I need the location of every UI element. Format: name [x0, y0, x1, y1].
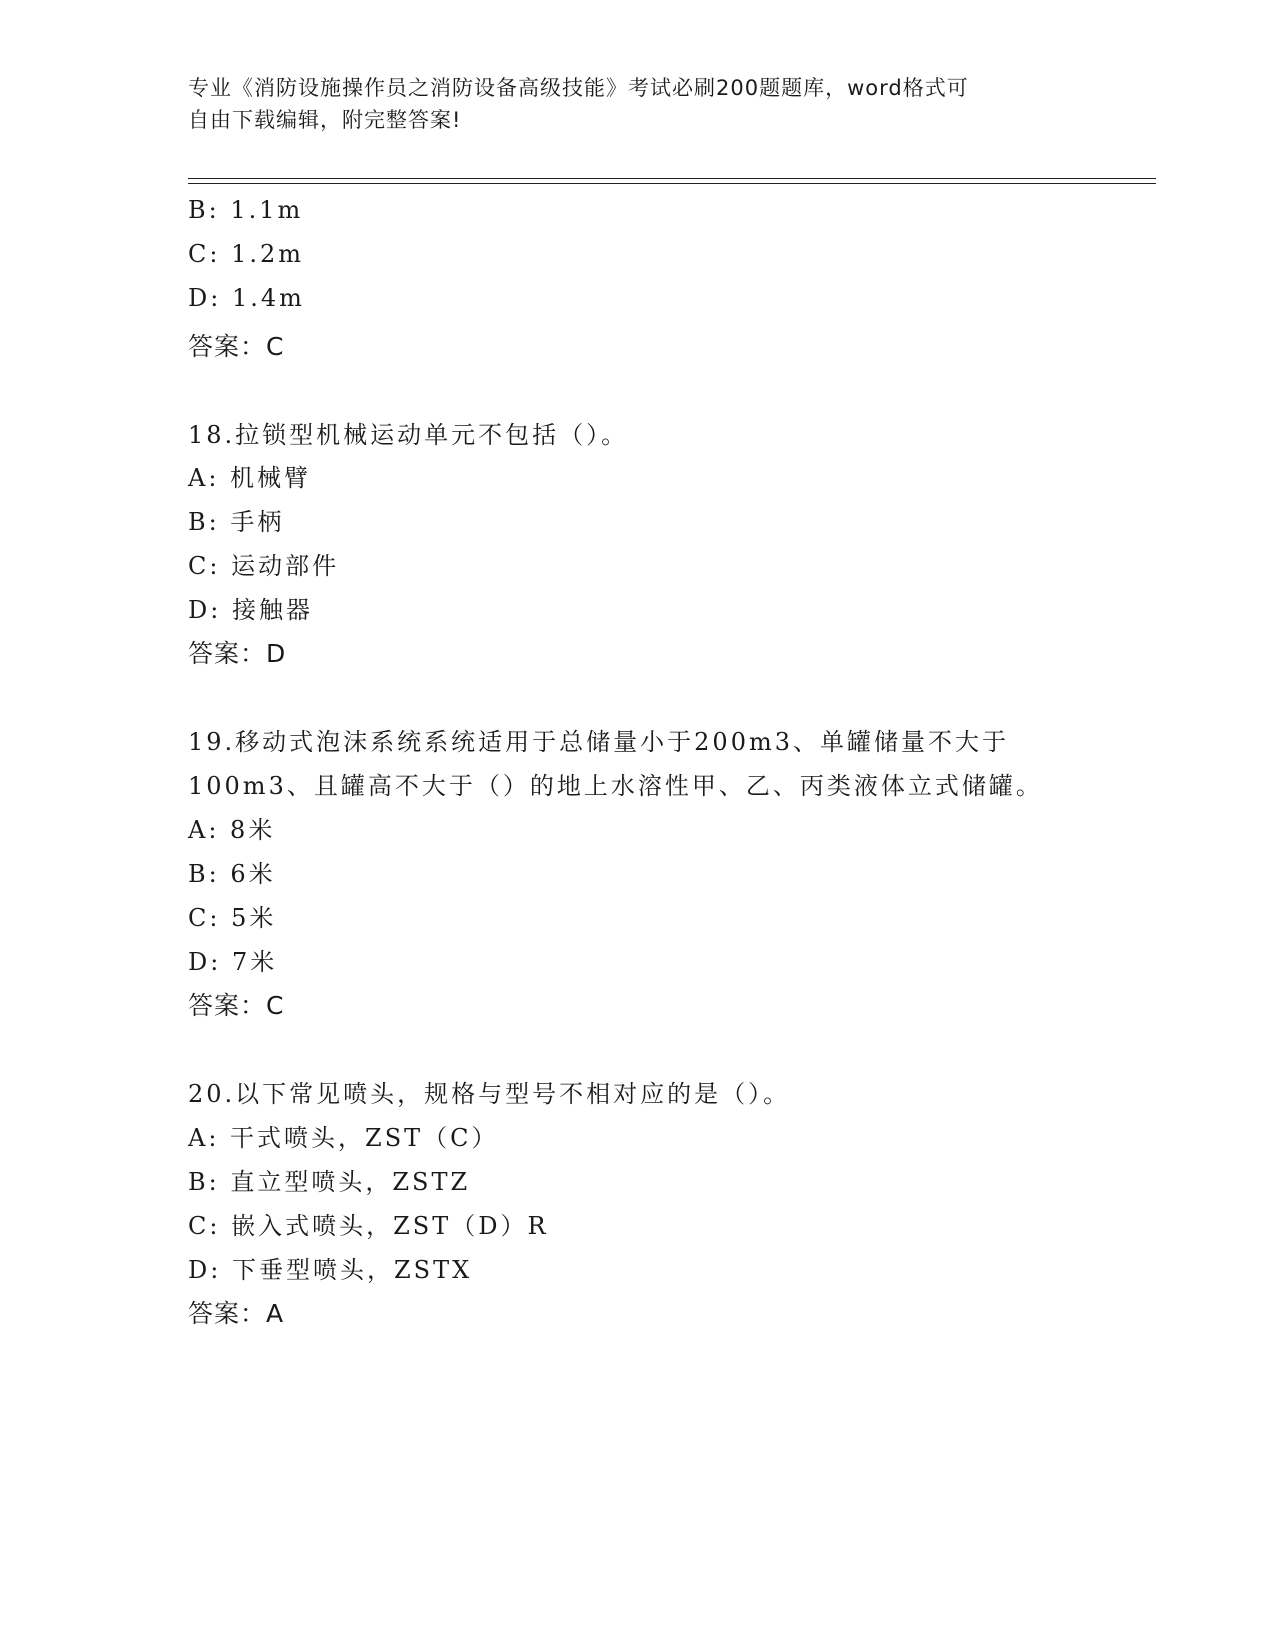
q20-option-b: B: 直立型喷头，ZSTZ [188, 1168, 471, 1196]
q18-option-c: C: 运动部件 [188, 552, 340, 580]
q18-stem: 18.拉锁型机械运动单元不包括（）。 [188, 421, 629, 449]
q18-option-d: D: 接触器 [188, 596, 313, 624]
header-title-line-1: 专业《消防设施操作员之消防设备高级技能》考试必刷200题题库，word格式可 [188, 76, 969, 100]
q20-answer: 答案：A [188, 1299, 285, 1328]
prev-option-c: C: 1.2m [188, 240, 305, 268]
header-divider-top [188, 178, 1156, 179]
document-header [188, 72, 1088, 136]
q18-option-a: A: 机械臂 [188, 464, 312, 492]
q19-stem-line-1: 19.移动式泡沫系统系统适用于总储量小于200m3、单罐储量不大于 [188, 728, 1010, 756]
prev-answer: 答案：C [188, 332, 285, 361]
header-title-line-2: 自由下载编辑，附完整答案! [188, 108, 462, 132]
q19-answer: 答案：C [188, 991, 285, 1020]
q20-option-d: D: 下垂型喷头，ZSTX [188, 1256, 473, 1284]
header-divider-bottom [188, 183, 1156, 184]
q18-answer: 答案：D [188, 639, 287, 668]
q20-option-a: A: 干式喷头，ZST（C） [188, 1124, 499, 1152]
q19-option-d: D: 7米 [188, 948, 278, 976]
prev-option-d: D: 1.4m [188, 284, 305, 312]
prev-option-b: B: 1.1m [188, 196, 304, 224]
q18-option-b: B: 手柄 [188, 508, 285, 536]
q19-option-b: B: 6米 [188, 860, 276, 888]
q19-stem-line-2: 100m3、且罐高不大于（）的地上水溶性甲、乙、丙类液体立式储罐。 [188, 772, 1043, 800]
q19-option-a: A: 8米 [188, 816, 276, 844]
q20-stem: 20.以下常见喷头，规格与型号不相对应的是（）。 [188, 1080, 791, 1108]
q20-option-c: C: 嵌入式喷头，ZST（D）R [188, 1212, 549, 1240]
q19-option-c: C: 5米 [188, 904, 277, 932]
